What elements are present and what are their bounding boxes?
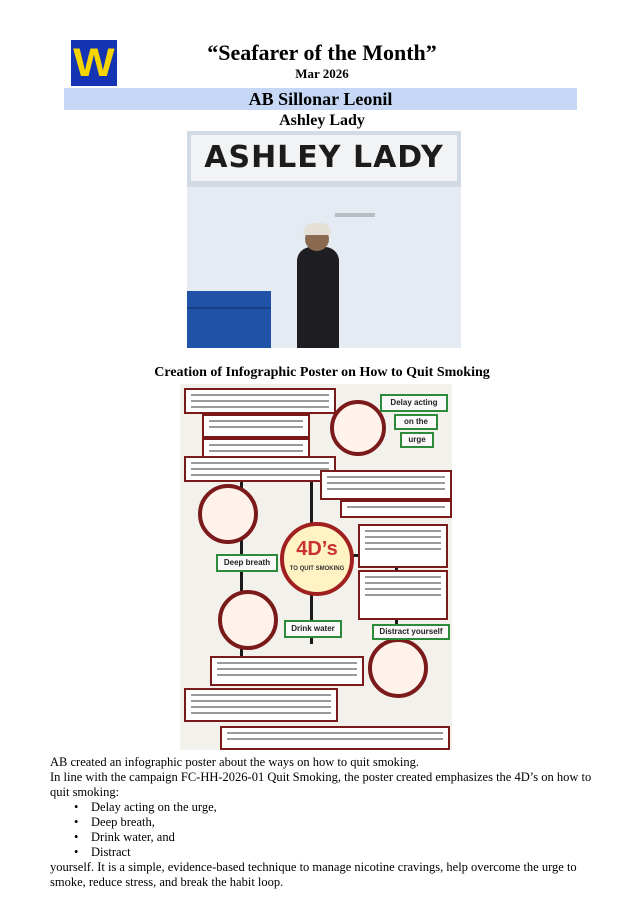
- label-urge: urge: [400, 432, 434, 448]
- poster-center-badge: [280, 522, 354, 596]
- label-distract: Distract yourself: [372, 624, 450, 640]
- logo-letter: W: [73, 41, 115, 85]
- poster-text-box: [220, 726, 450, 750]
- list-item: • Distract: [50, 845, 610, 860]
- paragraph-summary: yourself. It is a simple, evidence-based technique to manage nicotine cravings, help overcome the urge to smoke, reduce stress, and break the habit loop.: [50, 860, 577, 889]
- poster-text-box: [210, 656, 364, 686]
- poster-text-box: [320, 470, 452, 500]
- poster-text-box: [184, 388, 336, 414]
- poster-text-box: [340, 500, 452, 518]
- poster-text-box: [202, 414, 310, 438]
- ship-name: Ashley Lady: [279, 112, 365, 129]
- delay-circle: [330, 400, 386, 456]
- poster-text-box: [184, 688, 338, 722]
- label-deep-breath: Deep breath: [216, 554, 278, 572]
- poster-text-box: [202, 438, 310, 458]
- poster-text-box: [184, 456, 336, 482]
- poster-text-box: [358, 524, 448, 568]
- article-body: [50, 755, 610, 890]
- label-delay: Delay acting: [380, 394, 448, 412]
- paragraph-intro: AB created an infographic poster about the ways on how to quit smoking.: [50, 755, 420, 769]
- center-title: 4D’s: [296, 538, 338, 560]
- list-item: • Deep breath,: [50, 815, 610, 830]
- seafarer-photo: [187, 131, 461, 348]
- list-item: • Delay acting on the urge,: [50, 800, 610, 815]
- issue-date: Mar 2026: [295, 66, 349, 81]
- infographic-poster: [180, 384, 452, 750]
- list-item: • Drink water, and: [50, 830, 610, 845]
- hard-hat: [303, 223, 331, 235]
- drink-water-circle: [218, 590, 278, 650]
- deep-breath-circle: [198, 484, 258, 544]
- center-subtitle: TO QUIT SMOKING: [289, 566, 345, 572]
- page-title: “Seafarer of the Month”: [207, 40, 437, 65]
- blue-container-stripe: [187, 307, 271, 309]
- paragraph-campaign: In line with the campaign FC-HH-2026-01 Quit Smoking, the poster created emphasizes the 4D’s on how to quit smoking:: [50, 770, 592, 799]
- poster-text-box: [358, 570, 448, 620]
- blue-container: [187, 291, 271, 348]
- ship-name-sign: ASHLEY LADY: [191, 135, 457, 181]
- hull-rail: [335, 213, 375, 217]
- label-on-the: on the: [394, 414, 438, 430]
- seafarer-name: AB Sillonar Leonil: [64, 88, 577, 110]
- poster-subtitle: Creation of Infographic Poster on How to Quit Smoking: [154, 365, 490, 380]
- bullet-list: [50, 800, 610, 860]
- person-figure: [297, 247, 339, 348]
- distract-circle: [368, 638, 428, 698]
- label-drink-water: Drink water: [284, 620, 342, 638]
